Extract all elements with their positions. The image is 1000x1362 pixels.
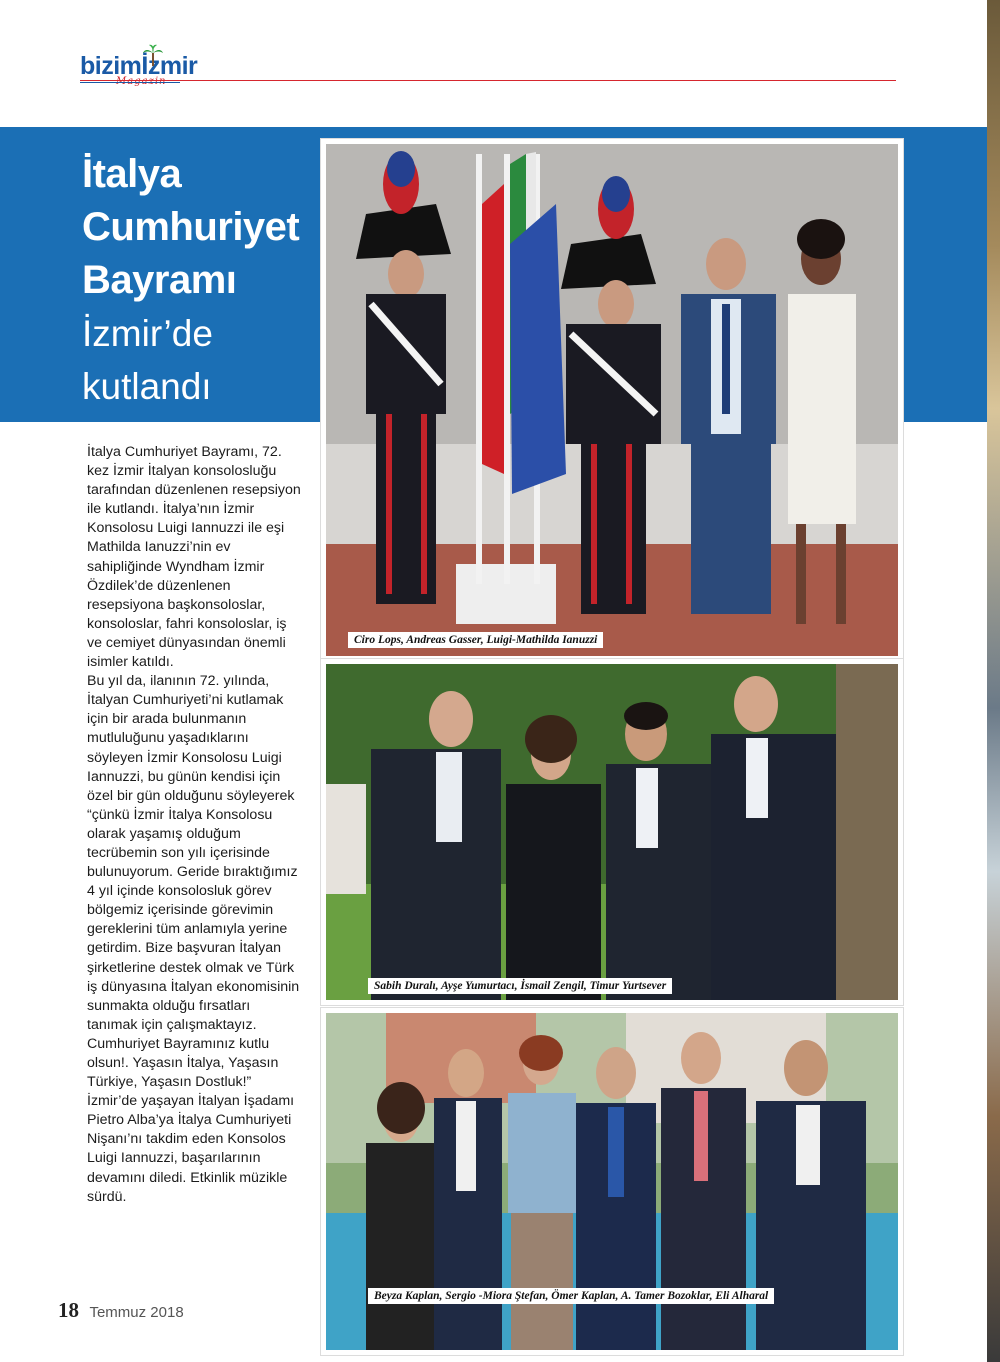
next-page-edge: [987, 0, 1000, 1362]
title-line-3: Bayramı: [82, 258, 237, 302]
photo-2-image: [326, 664, 898, 1000]
page-number: 18: [58, 1298, 79, 1322]
page-footer: [58, 1298, 184, 1323]
body-paragraph-2: Bu yıl da, ilanının 72. yılında, İtalyan Cumhuriyeti’ni kutlamak için bir arada bulunmanın mutluluğunu yaşadıklarını söyleyen İzmir Konsolosu Luigi Iannuzzi, bu günün kendisi için özel bir gün olduğunu söyleyerek “çünkü İzmir İtalya Konsolosu olarak yaşamış olduğum tecrübemin son yılı içerisinde bulunuyorum. Geride bıraktığımız 4 yıl içinde konsolosluk görev bölgemiz içerisinde görevimin gereklerini tüm anlamıyla yerine getirdim. Bize başvuran İtalyan şirketlerine destek olmak ve Türk iş dünyasına İtalyan ekonomisinin sunmakta olduğu fırsatları tanımak için çalışmaktayız. Cumhuriyet Bayramınız kutlu olsun!. Yaşasın İtalya, Yaşasın Türkiye, Yaşasın Dostluk!”: [87, 673, 300, 1091]
logo-text-1: bizim: [80, 52, 142, 80]
title-line-4: İzmir’de: [82, 313, 213, 354]
issue-date: Temmuz 2018: [89, 1304, 184, 1321]
body-paragraph-1: İtalya Cumhuriyet Bayramı, 72. kez İzmir İtalyan konsolosluğu tarafından düzenlenen resepsiyon ile kutlandı. İtalya’nın İzmir Konsolosu Luigi Iannuzzi ile eşi Mathilda Ianuzzi’nin ev sahipliğinde Wyndham İzmir Özdilek’de düzenlenen resepsiyona başkonsoloslar, konsoloslar, fahri konsoloslar, iş ve cemiyet dünyasından önemli isimler katıldı.: [87, 444, 301, 671]
magazine-logo: [80, 44, 220, 90]
photo-3-caption: Beyza Kaplan, Sergio -Miora Ştefan, Ömer Kaplan, A. Tamer Bozoklar, Eli Alharal: [368, 1288, 774, 1304]
body-paragraph-3: İzmir’de yaşayan İtalyan İşadamı Pietro Alba’ya İtalya Cumhuriyeti Nişanı’nı takdim eden Konsolos Luigi Iannuzzi, başarılarının devamını diledi. Etkinlik müzikle sürdü.: [87, 1093, 295, 1205]
title-line-1: İtalya: [82, 152, 182, 196]
photo-1-image: [326, 144, 898, 656]
header-rule: [80, 80, 896, 81]
title-line-2: Cumhuriyet: [82, 205, 300, 249]
palm-tree-icon: [142, 44, 164, 66]
header-rule-accent: [80, 82, 180, 83]
photo-1-caption: Ciro Lops, Andreas Gasser, Luigi-Mathilda Ianuzzi: [348, 632, 603, 648]
article-title: [82, 148, 322, 413]
title-line-5: kutlandı: [82, 366, 212, 407]
article-body: [87, 443, 301, 1207]
logo-text-2: İzmir: [141, 52, 198, 80]
photo-carabinieri: [321, 139, 903, 661]
photo-garden-group: [321, 659, 903, 1005]
photo-2-caption: Sabih Duralı, Ayşe Yumurtacı, İsmail Zengil, Timur Yurtsever: [368, 978, 672, 994]
